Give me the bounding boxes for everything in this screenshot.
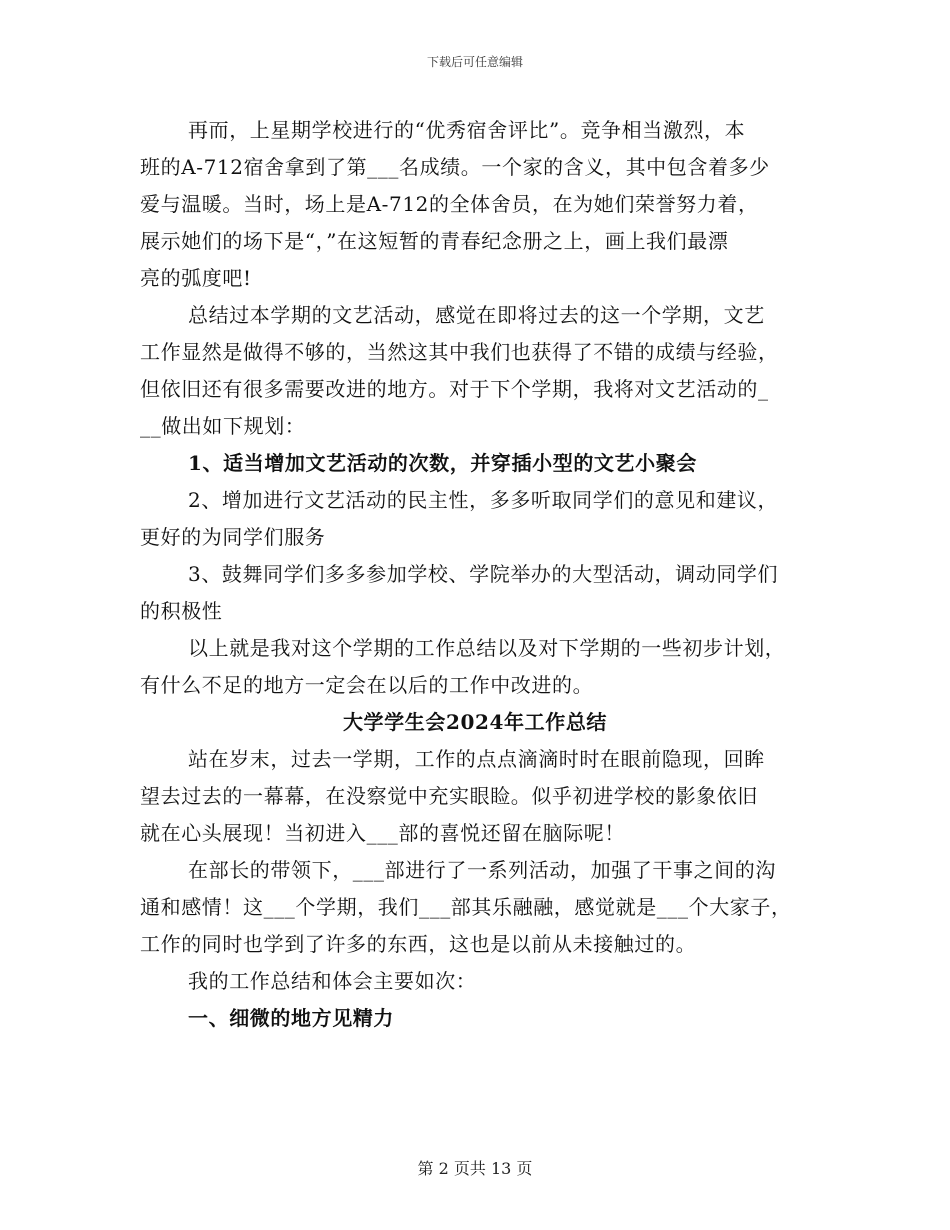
page-header: 下载后可任意编辑 [426, 55, 523, 69]
list-item-heading: 1、适当增加文艺活动的次数，并穿插小型的文艺小聚会 [188, 451, 697, 475]
text-line: 在部长的带领下，___部进行了一系列活动，加强了干事之间的沟 [188, 858, 776, 882]
text-line: 但依旧还有很多需要改进的地方。对于下个学期，我将对文艺活动的_ [140, 377, 769, 401]
text-line: 班的A-712宿舍拿到了第___名成绩。一个家的含义，其中包含着多少 [140, 155, 770, 179]
text-line: 通和感情！这___个学期，我们___部其乐融融，感觉就是___个大家子， [140, 895, 792, 919]
text-line: 爱与温暖。当时，场上是A-712的全体舍员，在为她们荣誉努力着， [140, 192, 759, 216]
section-title: 大学学生会2024年工作总结 [342, 710, 608, 734]
text-line: 有什么不足的地方一定会在以后的工作中改进的。 [140, 673, 594, 697]
text-line: 工作显然是做得不够的，当然这其中我们也获得了不错的成绩与经验， [140, 340, 779, 364]
text-line: 展示她们的场下是“，”在这短暂的青春纪念册之上，画上我们最漂 [140, 229, 729, 253]
text-line: 站在岁末，过去一学期，工作的点点滴滴时时在眼前隐现，回眸 [188, 747, 765, 771]
list-item: 3、鼓舞同学们多多参加学校、学院举办的大型活动，调动同学们 [188, 562, 779, 586]
text-line: 工作的同时也学到了许多的东西，这也是以前从未接触过的。 [140, 932, 697, 956]
text-line: 更好的为同学们服务 [140, 525, 326, 549]
text-line: 总结过本学期的文艺活动，感觉在即将过去的这一个学期，文艺 [188, 303, 765, 327]
text-line: 以上就是我对这个学期的工作总结以及对下学期的一些初步计划， [188, 636, 786, 660]
text-line: 我的工作总结和体会主要如次： [188, 969, 477, 993]
text-line: 望去过去的一幕幕，在没察觉中充实眼睑。似乎初进学校的影象依旧 [140, 784, 758, 808]
text-line: 就在心头展现！当初进入___部的喜悦还留在脑际呢！ [140, 821, 625, 845]
text-line: 再而，上星期学校进行的“优秀宿舍评比”。竞争相当激烈，本 [188, 118, 746, 142]
subsection-heading: 一、细微的地方见精力 [188, 1006, 394, 1030]
text-line: 亮的弧度吧! [140, 266, 252, 290]
text-line: __做出如下规划： [140, 414, 306, 438]
document-body [140, 112, 810, 1037]
text-line: 的积极性 [140, 599, 223, 623]
list-item: 2、增加进行文艺活动的民主性，多多听取同学们的意见和建议， [188, 488, 779, 512]
page-number: 第 2 页共 13 页 [417, 1159, 533, 1178]
